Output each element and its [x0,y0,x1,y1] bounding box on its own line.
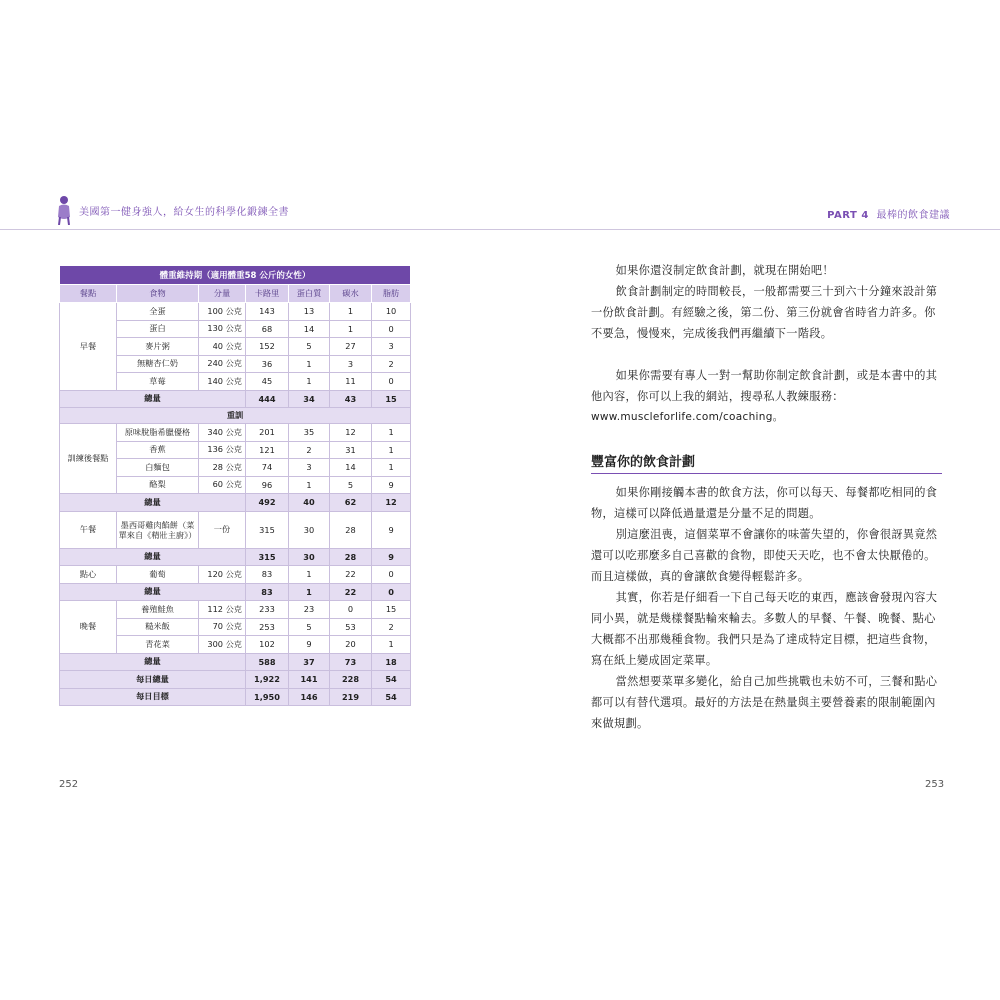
carbs-cell: 5 [330,476,372,494]
calories-cell: 74 [246,459,289,477]
food-cell: 原味脫脂希臘優格 [117,424,199,442]
amount-cell: 100 公克 [199,303,246,321]
paragraph: 別這麼沮喪，這個菜單不會讓你的味蕾失望的，你會很訝異竟然還可以吃那麼多自己喜歡的食物，即使天天吃，也不會太快厭倦的。而且這樣做，真的會讓飲食變得輕鬆許多。 [591,528,938,583]
carbs-cell: 20 [330,636,372,654]
amount-cell: 136 公克 [199,441,246,459]
food-cell: 酪梨 [117,476,199,494]
daily-total-label: 每日總量 [60,671,246,689]
amount-cell: 140 公克 [199,373,246,391]
total-row [60,583,411,601]
total-row [60,548,411,566]
calories-cell: 83 [246,583,289,601]
book-title: 美國第一健身強人，給女生的科學化鍛鍊全書 [79,206,289,218]
calories-cell: 315 [246,511,289,548]
total-label: 總量 [60,494,246,512]
carbs-cell: 53 [330,618,372,636]
fat-cell: 15 [372,601,411,619]
carbs-cell: 73 [330,653,372,671]
fat-cell: 18 [372,653,411,671]
column-header: 分量 [199,285,246,303]
paragraph: 飲食計劃制定的時間較長，一般都需要三十到六十分鐘來設計第一份飲食計劃。有經驗之後，第二份、第三份就會省時省力許多。你不要急，慢慢來，完成後我們再繼續下一階段。 [591,285,938,340]
paragraph: 如果你剛接觸本書的飲食方法，你可以每天、每餐都吃相同的食物，這樣可以降低過量還是分量不足的問題。 [591,486,938,520]
protein-cell: 9 [289,636,330,654]
total-label: 總量 [60,548,246,566]
fat-cell: 9 [372,548,411,566]
carbs-cell: 228 [330,671,372,689]
table-row [60,601,411,619]
protein-cell: 2 [289,441,330,459]
column-header: 食物 [117,285,199,303]
calories-cell: 102 [246,636,289,654]
intro-text-block [591,260,942,344]
amount-cell: 60 公克 [199,476,246,494]
column-header: 脂肪 [372,285,411,303]
table-row [60,424,411,442]
fat-cell: 9 [372,511,411,548]
amount-cell: 28 公克 [199,459,246,477]
amount-cell: 130 公克 [199,320,246,338]
protein-cell: 146 [289,688,330,706]
column-header: 餐點 [60,285,117,303]
food-cell: 墨西哥雞肉餡餅（菜單來自《精壯主廚》） [117,511,199,548]
fat-cell: 3 [372,338,411,356]
amount-cell: 300 公克 [199,636,246,654]
coaching-url: www.muscleforlife.com/coaching。 [591,411,784,423]
fat-cell: 0 [372,583,411,601]
protein-cell: 3 [289,459,330,477]
amount-cell: 120 公克 [199,566,246,584]
carbs-cell: 62 [330,494,372,512]
page-number-right: 253 [925,779,945,790]
protein-cell: 1 [289,373,330,391]
total-row [60,653,411,671]
food-cell: 養殖鮭魚 [117,601,199,619]
carbs-cell: 22 [330,566,372,584]
carbs-cell: 11 [330,373,372,391]
daily-target-row [60,688,411,706]
paragraph: 其實，你若是仔細看一下自己每天吃的東西，應該會發現內容大同小異，就是幾樣餐點輪來輪去。多數人的早餐、午餐、晚餐、點心大概都不出那幾種食物。我們只是為了達成特定目標，把這些食物，寫在紙上變成固定菜單。 [591,591,938,667]
carbs-cell: 22 [330,583,372,601]
calories-cell: 1,950 [246,688,289,706]
meal-label: 早餐 [60,303,117,391]
page-number-left: 252 [59,779,79,790]
protein-cell: 1 [289,355,330,373]
fat-cell: 10 [372,303,411,321]
food-cell: 葡萄 [117,566,199,584]
carbs-cell: 3 [330,355,372,373]
calories-cell: 36 [246,355,289,373]
part-label: PART 4 [827,210,869,221]
fat-cell: 0 [372,373,411,391]
fat-cell: 12 [372,494,411,512]
food-cell: 無糖杏仁奶 [117,355,199,373]
calories-cell: 143 [246,303,289,321]
carbs-cell: 28 [330,511,372,548]
calories-cell: 1,922 [246,671,289,689]
food-cell: 糙米飯 [117,618,199,636]
woman-mascot-icon [55,195,73,225]
running-header-right [827,206,950,221]
chapter-title: 最棒的飲食建議 [876,210,950,221]
protein-cell: 141 [289,671,330,689]
daily-total-row [60,671,411,689]
carbs-cell: 1 [330,303,372,321]
protein-cell: 5 [289,338,330,356]
calories-cell: 201 [246,424,289,442]
section-heading: 豐富你的飲食計劃 [591,455,696,470]
food-cell: 青花菜 [117,636,199,654]
paragraph: 當然想要菜單多變化，給自己加些挑戰也未妨不可，三餐和點心都可以有替代選項。最好的方法是在熱量與主要營養素的限制範圍內來做規劃。 [591,675,938,730]
paragraph: 如果你需要有專人一對一幫助你制定飲食計劃，或是本書中的其他內容，你可以上我的網站，搜尋私人教練服務： [591,369,938,403]
calories-cell: 492 [246,494,289,512]
column-header: 蛋白質 [289,285,330,303]
carbs-cell: 14 [330,459,372,477]
protein-cell: 35 [289,424,330,442]
protein-cell: 34 [289,390,330,408]
calories-cell: 121 [246,441,289,459]
table-row [60,566,411,584]
fat-cell: 2 [372,355,411,373]
protein-cell: 30 [289,548,330,566]
running-header-left [55,197,289,223]
carbs-cell: 43 [330,390,372,408]
fat-cell: 1 [372,459,411,477]
meal-label: 午餐 [60,511,117,548]
amount-cell: 240 公克 [199,355,246,373]
training-row [60,408,411,424]
protein-cell: 1 [289,583,330,601]
column-header: 碳水 [330,285,372,303]
header-divider [0,229,1000,230]
food-cell: 全蛋 [117,303,199,321]
food-cell: 香蕉 [117,441,199,459]
calories-cell: 152 [246,338,289,356]
calories-cell: 588 [246,653,289,671]
heading-underline [591,473,942,474]
calories-cell: 315 [246,548,289,566]
meal-label: 訓練後餐點 [60,424,117,494]
amount-cell: 112 公克 [199,601,246,619]
amount-cell: 340 公克 [199,424,246,442]
column-header: 卡路里 [246,285,289,303]
fat-cell: 2 [372,618,411,636]
carbs-cell: 0 [330,601,372,619]
fat-cell: 1 [372,424,411,442]
carbs-cell: 28 [330,548,372,566]
section-text-block [591,482,942,734]
carbs-cell: 27 [330,338,372,356]
table-title: 體重維持期（適用體重58 公斤的女性） [60,266,411,285]
total-row [60,494,411,512]
food-cell: 蛋白 [117,320,199,338]
calories-cell: 96 [246,476,289,494]
total-row [60,390,411,408]
fat-cell: 1 [372,441,411,459]
daily-target-label: 每日目標 [60,688,246,706]
food-cell: 草莓 [117,373,199,391]
carbs-cell: 31 [330,441,372,459]
fat-cell: 54 [372,671,411,689]
protein-cell: 37 [289,653,330,671]
total-label: 總量 [60,653,246,671]
protein-cell: 40 [289,494,330,512]
calories-cell: 253 [246,618,289,636]
protein-cell: 23 [289,601,330,619]
calories-cell: 83 [246,566,289,584]
fat-cell: 9 [372,476,411,494]
carbs-cell: 1 [330,320,372,338]
table-row [60,511,411,548]
protein-cell: 1 [289,566,330,584]
table-row [60,303,411,321]
amount-cell: 70 公克 [199,618,246,636]
carbs-cell: 219 [330,688,372,706]
total-label: 總量 [60,583,246,601]
calories-cell: 444 [246,390,289,408]
total-label: 總量 [60,390,246,408]
amount-cell: 一份 [199,511,246,548]
meal-label: 點心 [60,566,117,584]
training-label: 重訓 [60,408,411,424]
fat-cell: 0 [372,566,411,584]
food-cell: 麥片粥 [117,338,199,356]
calories-cell: 45 [246,373,289,391]
protein-cell: 1 [289,476,330,494]
meal-label: 晚餐 [60,601,117,654]
fat-cell: 0 [372,320,411,338]
protein-cell: 5 [289,618,330,636]
calories-cell: 233 [246,601,289,619]
protein-cell: 30 [289,511,330,548]
calories-cell: 68 [246,320,289,338]
meal-plan-table [59,265,411,706]
food-cell: 白麵包 [117,459,199,477]
fat-cell: 1 [372,636,411,654]
amount-cell: 40 公克 [199,338,246,356]
table-header-row [60,285,411,303]
carbs-cell: 12 [330,424,372,442]
protein-cell: 14 [289,320,330,338]
protein-cell: 13 [289,303,330,321]
fat-cell: 15 [372,390,411,408]
coaching-text-block [591,365,942,428]
fat-cell: 54 [372,688,411,706]
paragraph: 如果你還沒制定飲食計劃，就現在開始吧！ [615,264,834,277]
